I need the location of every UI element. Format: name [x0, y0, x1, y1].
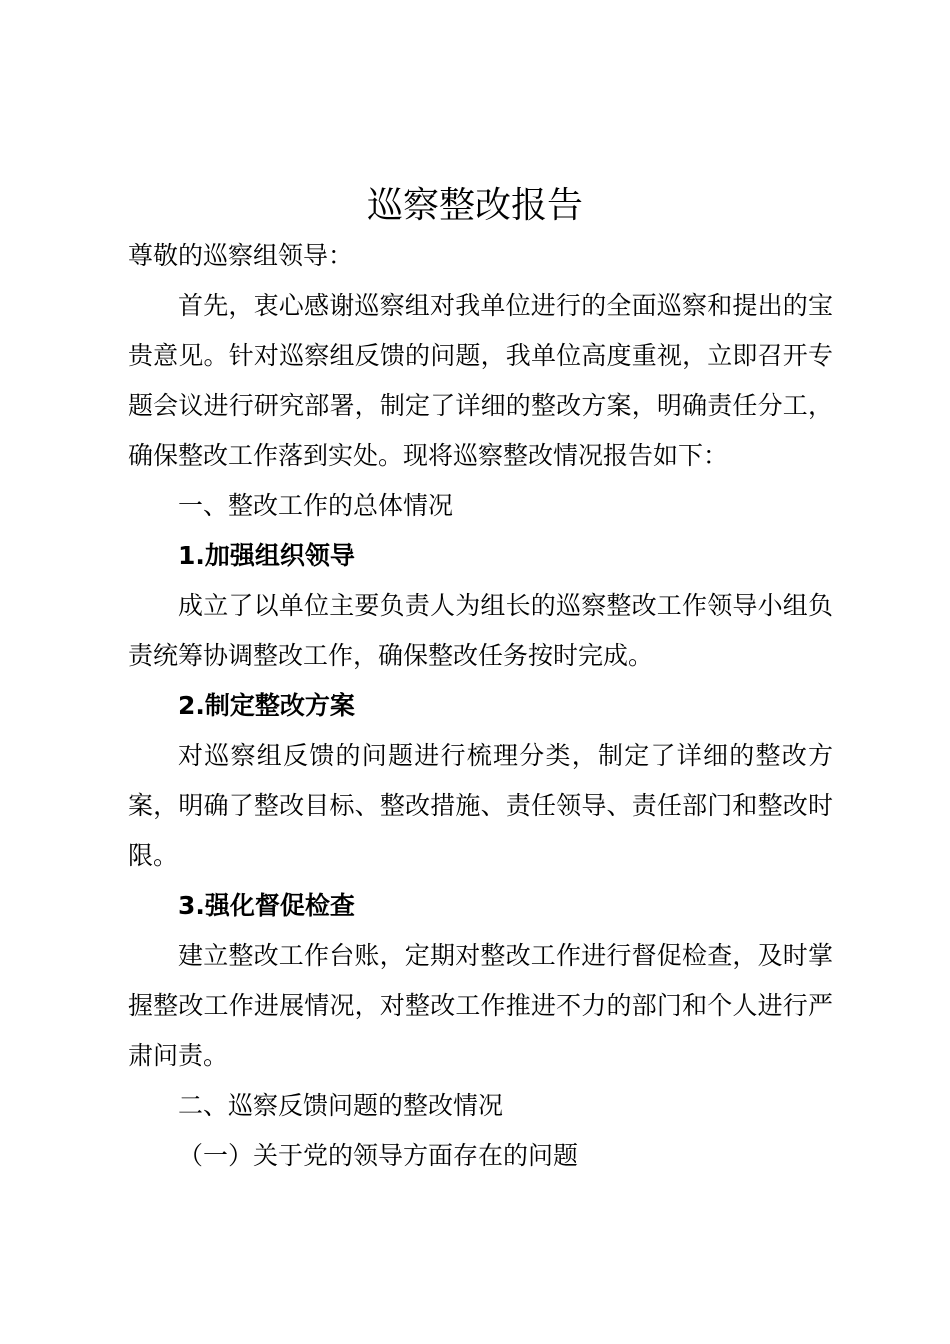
subsection-heading-party-leadership: （一）关于党的领导方面存在的问题 [178, 1141, 579, 1170]
paragraph-plan: 对巡察组反馈的问题进行梳理分类，制定了详细的整改方案，明确了整改目标、整改措施、责任领导、责任部门和整改时限。 [128, 741, 833, 870]
document-title: 巡察整改报告 [366, 185, 583, 226]
section-heading-overall: 一、整改工作的总体情况 [178, 491, 454, 520]
salutation: 尊敬的巡察组领导： [128, 241, 354, 270]
paragraph-supervision: 建立整改工作台账，定期对整改工作进行督促检查，及时掌握整改工作进展情况，对整改工作推进不力的部门和个人进行严肃问责。 [128, 941, 833, 1070]
subheading-plan: 2.制定整改方案 [178, 691, 355, 720]
section-heading-feedback: 二、巡察反馈问题的整改情况 [178, 1091, 504, 1120]
paragraph-organization: 成立了以单位主要负责人为组长的巡察整改工作领导小组负责统筹协调整改工作，确保整改任务按时完成。 [128, 591, 833, 670]
subheading-organization: 1.加强组织领导 [178, 541, 355, 570]
document-body [128, 231, 833, 1181]
paragraph-intro: 首先，衷心感谢巡察组对我单位进行的全面巡察和提出的宝贵意见。针对巡察组反馈的问题，我单位高度重视，立即召开专题会议进行研究部署，制定了详细的整改方案，明确责任分工，确保整改工作落到实处。现将巡察整改情况报告如下： [128, 291, 833, 470]
subheading-supervision: 3.强化督促检查 [178, 891, 355, 920]
